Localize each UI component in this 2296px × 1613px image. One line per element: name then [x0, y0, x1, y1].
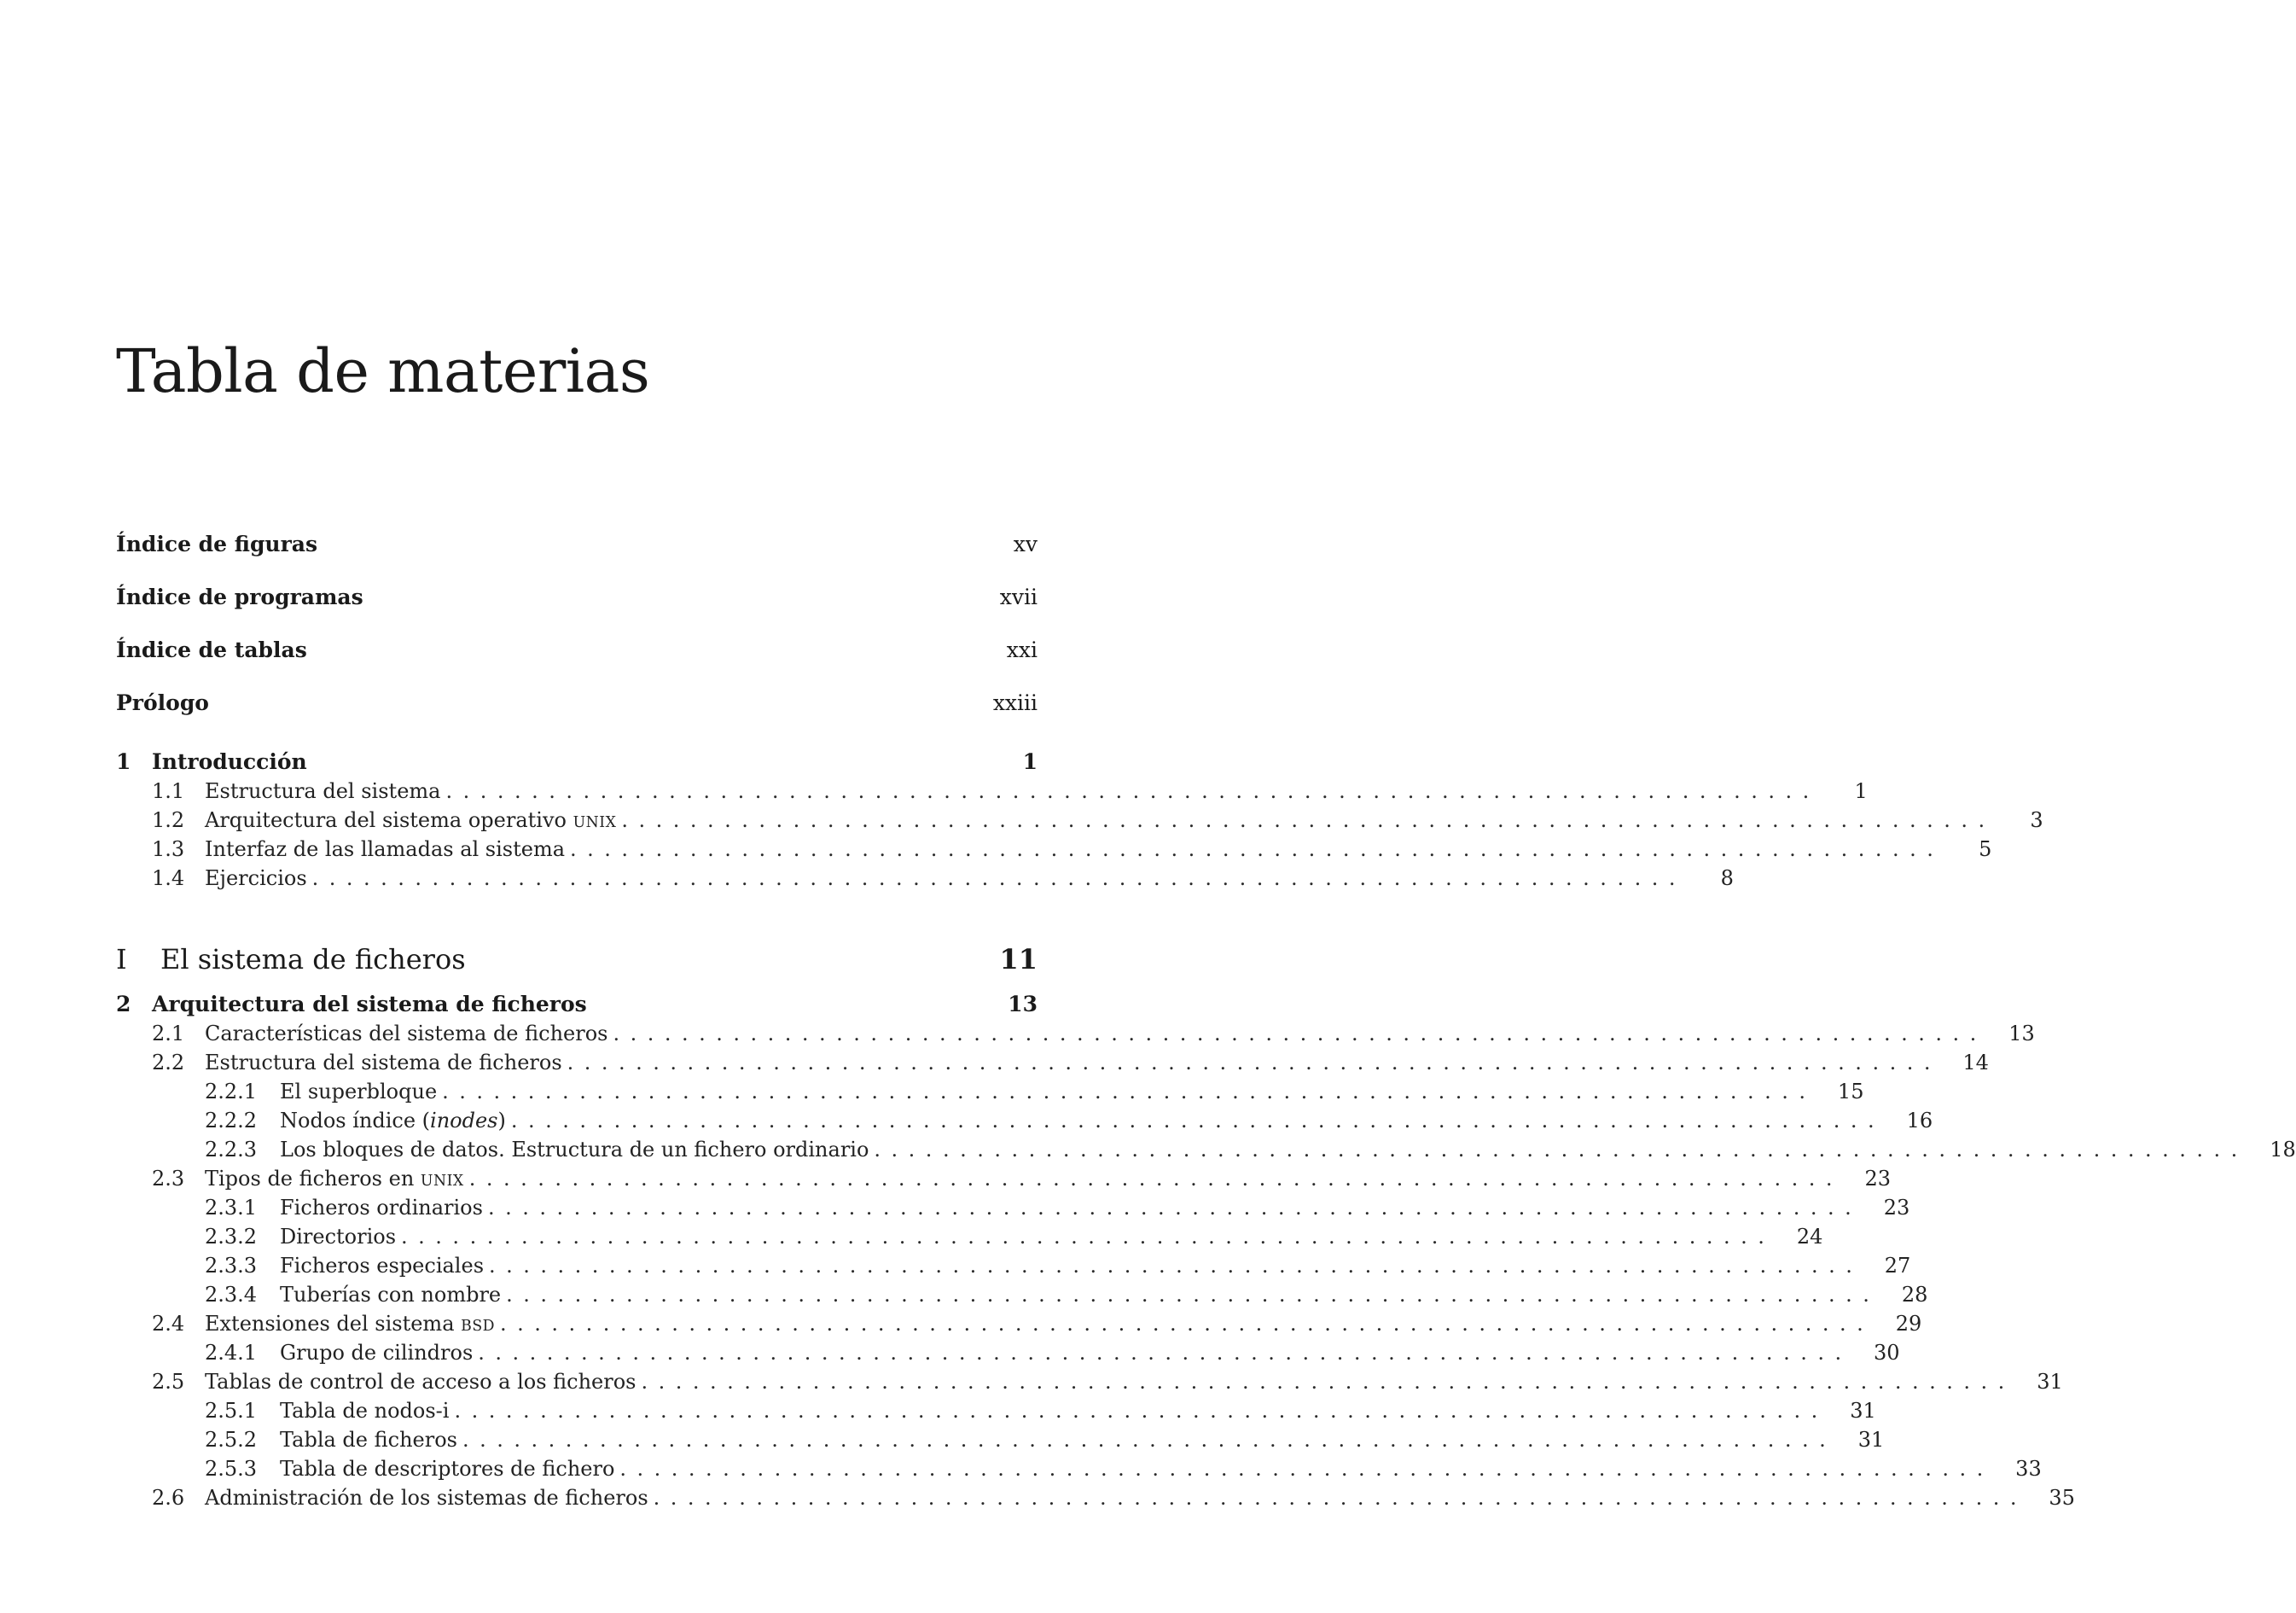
small-caps-text: UNIX	[420, 1173, 464, 1190]
table-of-contents	[116, 529, 2296, 1512]
toc-section[interactable]	[116, 777, 1868, 806]
toc-part-label: El sistema de ficheros	[160, 943, 466, 975]
dot-leader: ................................................................................	[311, 866, 1686, 890]
toc-subsection-page: 16	[1906, 1109, 1933, 1133]
dot-leader: ................................................................................	[454, 1399, 1828, 1423]
dot-leader: ................................................................................	[619, 1457, 1994, 1481]
dot-leader: ................................................................................	[468, 1167, 1844, 1191]
toc-section-label: Arquitectura del sistema operativo UNIX	[205, 808, 617, 832]
toc-chapter-number: 2	[116, 992, 131, 1016]
dot-leader: ................................................................................	[874, 1138, 2248, 1162]
toc-section-label: Interfaz de las llamadas al sistema	[205, 837, 566, 861]
toc-subsection[interactable]	[116, 1106, 1933, 1135]
toc-entry-page: xvii	[999, 585, 1038, 609]
toc-section-label: Características del sistema de ficheros	[205, 1022, 608, 1045]
toc-section-label: Estructura del sistema	[205, 779, 441, 803]
toc-subsection-page: 31	[1850, 1399, 1876, 1423]
toc-section-number: 2.1	[152, 1022, 185, 1045]
toc-subsection-page: 15	[1837, 1080, 1864, 1103]
toc-subsection[interactable]	[116, 1251, 1911, 1280]
toc-section-number: 1.2	[152, 808, 185, 832]
toc-subsection-number: 2.3.1	[205, 1196, 258, 1220]
toc-subsection-label: Directorios	[280, 1225, 397, 1249]
toc-entry-page: xxiii	[992, 690, 1038, 715]
toc-subsection[interactable]	[116, 1193, 1910, 1222]
toc-subsection-number: 2.3.3	[205, 1254, 258, 1278]
toc-section[interactable]	[116, 1048, 1989, 1077]
toc-part-number: I	[116, 943, 127, 975]
toc-entry-front[interactable]	[116, 688, 1038, 741]
toc-section[interactable]	[116, 835, 1992, 864]
toc-chapter-label: Arquitectura del sistema de ficheros	[152, 992, 587, 1016]
toc-section-number: 2.3	[152, 1167, 185, 1191]
dot-leader: ................................................................................	[487, 1196, 1863, 1220]
toc-subsection-page: 23	[1883, 1196, 1910, 1220]
toc-subsection-number: 2.3.4	[205, 1283, 258, 1307]
dot-leader: ................................................................................	[489, 1254, 1863, 1278]
toc-section-page: 5	[1979, 837, 1992, 861]
toc-subsection-number: 2.2.3	[205, 1138, 258, 1162]
toc-subsection-label: Tabla de ficheros	[280, 1428, 457, 1452]
toc-section-page: 1	[1854, 779, 1868, 803]
toc-entry-front[interactable]	[116, 529, 1038, 582]
toc-subsection-page: 24	[1796, 1225, 1823, 1249]
toc-subsection-page: 27	[1884, 1254, 1911, 1278]
dot-leader: ................................................................................	[653, 1486, 2027, 1510]
dot-leader: ................................................................................	[442, 1080, 1816, 1103]
toc-section-number: 2.5	[152, 1370, 185, 1394]
small-caps-text: BSD	[461, 1318, 495, 1335]
dot-leader: ................................................................................	[500, 1312, 1875, 1336]
dot-leader: ................................................................................	[621, 808, 1996, 832]
toc-subsection-label: Tuberías con nombre	[280, 1283, 502, 1307]
toc-subsection[interactable]	[116, 1454, 2042, 1483]
toc-subsection[interactable]	[116, 1396, 1876, 1425]
toc-section[interactable]	[116, 1367, 2063, 1396]
toc-section-label: Ejercicios	[205, 866, 307, 890]
toc-section[interactable]	[116, 864, 1734, 893]
toc-subsection-label: Ficheros ordinarios	[280, 1196, 483, 1220]
italic-text: inodes	[430, 1109, 498, 1133]
toc-entry-front[interactable]	[116, 582, 1038, 635]
toc-chapter-page: 13	[1008, 992, 1038, 1016]
toc-entry-front[interactable]	[116, 635, 1038, 688]
toc-part-page: 11	[999, 943, 1038, 975]
toc-subsection-number: 2.2.1	[205, 1080, 258, 1103]
toc-section-page: 13	[2008, 1022, 2035, 1045]
toc-subsection-label: Nodos índice (inodes)	[280, 1109, 506, 1133]
dot-leader: ................................................................................	[506, 1283, 1880, 1307]
toc-subsection-label: Grupo de cilindros	[280, 1341, 474, 1365]
toc-subsection-label: Los bloques de datos. Estructura de un fichero ordinario	[280, 1138, 869, 1162]
toc-section-page: 35	[2049, 1486, 2075, 1510]
toc-entry-page: xv	[1013, 532, 1038, 556]
toc-entry-label: Prólogo	[116, 690, 209, 715]
toc-chapter-label: Introducción	[152, 749, 307, 774]
toc-section-page: 3	[2030, 808, 2043, 832]
dot-leader: ................................................................................	[641, 1370, 2015, 1394]
small-caps-text: UNIX	[573, 814, 617, 831]
toc-chapter-page: 1	[1022, 749, 1038, 774]
page-title: Tabla de materias	[116, 336, 650, 406]
toc-section-number: 1.3	[152, 837, 185, 861]
dot-leader: ................................................................................	[613, 1022, 1987, 1045]
toc-chapter[interactable]	[116, 748, 1038, 777]
dot-leader: ................................................................................	[478, 1341, 1852, 1365]
toc-subsection[interactable]	[116, 1338, 1900, 1367]
toc-section-page: 23	[1864, 1167, 1892, 1191]
toc-section-page: 31	[2037, 1370, 2063, 1394]
dot-leader: ................................................................................	[462, 1428, 1837, 1452]
toc-subsection-label: Tabla de nodos-i	[280, 1399, 450, 1423]
toc-section-page: 29	[1895, 1312, 1922, 1336]
toc-section-number: 1.1	[152, 779, 185, 803]
toc-subsection-number: 2.5.1	[205, 1399, 258, 1423]
toc-subsection[interactable]	[116, 1425, 1885, 1454]
toc-section[interactable]	[116, 1309, 1922, 1338]
toc-entry-label: Índice de programas	[116, 585, 363, 609]
toc-subsection[interactable]	[116, 1280, 1928, 1309]
toc-section-label: Estructura del sistema de ficheros	[205, 1051, 562, 1074]
toc-section-page: 8	[1720, 866, 1734, 890]
toc-part[interactable]	[116, 934, 1038, 985]
toc-section[interactable]	[116, 1483, 2075, 1512]
dot-leader: ................................................................................	[570, 837, 1944, 861]
toc-section[interactable]	[116, 806, 2043, 835]
toc-section-number: 2.4	[152, 1312, 185, 1336]
toc-subsection-page: 28	[1901, 1283, 1928, 1307]
toc-chapter-number: 1	[116, 749, 131, 774]
toc-section-number: 2.2	[152, 1051, 185, 1074]
toc-section-label: Administración de los sistemas de ficheros	[205, 1486, 648, 1510]
toc-section-label: Tipos de ficheros en UNIX	[205, 1167, 464, 1191]
toc-subsection-label: Ficheros especiales	[280, 1254, 485, 1278]
dot-leader: ................................................................................	[510, 1109, 1886, 1133]
toc-subsection[interactable]	[116, 1077, 1864, 1106]
toc-section-label: Extensiones del sistema BSD	[205, 1312, 495, 1336]
toc-entry-label: Índice de tablas	[116, 638, 307, 662]
toc-subsection-number: 2.4.1	[205, 1341, 258, 1365]
toc-subsection-page: 31	[1857, 1428, 1885, 1452]
dot-leader: ................................................................................	[567, 1051, 1941, 1074]
toc-subsection-page: 18	[2270, 1138, 2296, 1162]
toc-section-number: 1.4	[152, 866, 185, 890]
toc-subsection-number: 2.3.2	[205, 1225, 258, 1249]
toc-entry-page: xxi	[1006, 638, 1038, 662]
toc-subsection-page: 33	[2015, 1457, 2042, 1481]
toc-section-label: Tablas de control de acceso a los ficheros	[205, 1370, 636, 1394]
dot-leader: ................................................................................	[401, 1225, 1776, 1249]
toc-section[interactable]	[116, 1164, 1892, 1193]
toc-section-page: 14	[1962, 1051, 1989, 1074]
toc-subsection-page: 30	[1874, 1341, 1900, 1365]
toc-subsection-number: 2.5.2	[205, 1428, 258, 1452]
toc-chapter[interactable]	[116, 990, 1038, 1019]
toc-subsection-number: 2.2.2	[205, 1109, 258, 1133]
toc-section[interactable]	[116, 1019, 2035, 1048]
toc-subsection-label: El superbloque	[280, 1080, 438, 1103]
toc-subsection-label: Tabla de descriptores de fichero	[280, 1457, 615, 1481]
toc-entry-label: Índice de figuras	[116, 532, 318, 556]
toc-subsection[interactable]	[116, 1222, 1823, 1251]
toc-subsection-number: 2.5.3	[205, 1457, 258, 1481]
toc-section-number: 2.6	[152, 1486, 185, 1510]
toc-subsection[interactable]	[116, 1135, 2296, 1164]
dot-leader: ................................................................................	[445, 779, 1820, 803]
